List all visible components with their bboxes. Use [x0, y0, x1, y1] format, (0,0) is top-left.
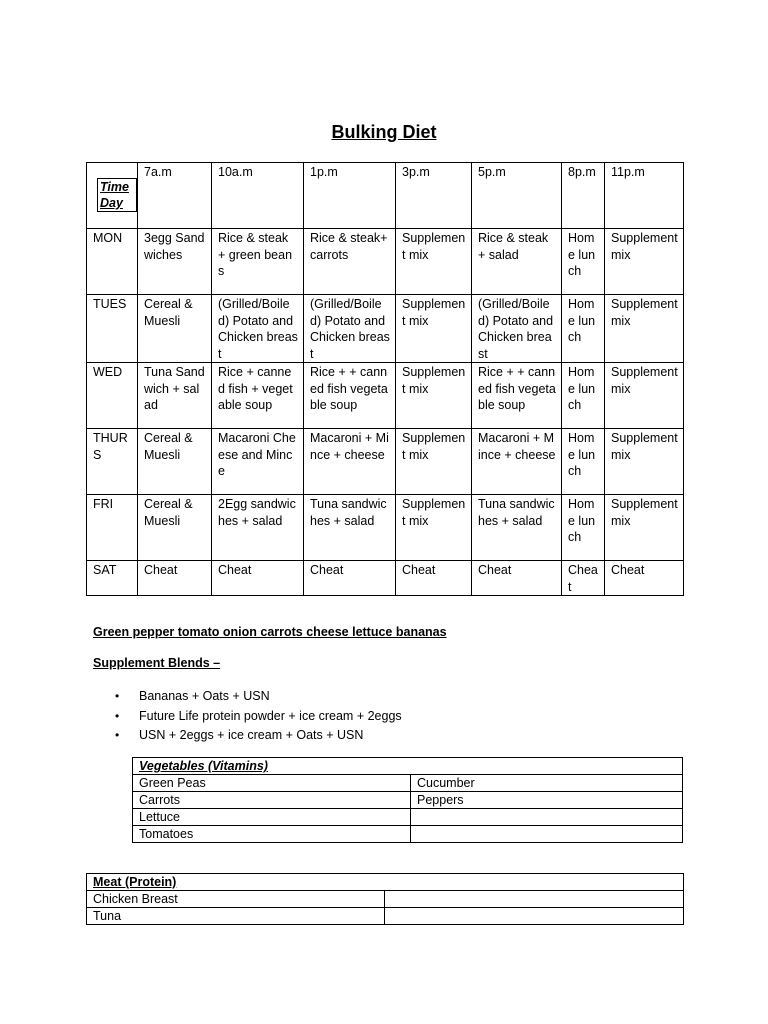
schedule-row-sat [87, 561, 684, 596]
supplement-blends-list [115, 687, 402, 746]
schedule-header-row [87, 163, 684, 229]
meal-cell: Rice & steak + green beans [212, 229, 304, 295]
meal-cell: Cheat [212, 561, 304, 596]
meal-cell: Rice + + canned fish vegetable soup [472, 363, 562, 429]
meal-cell: Cheat [605, 561, 684, 596]
day-label: FRI [87, 495, 138, 561]
meal-cell: Tuna sandwiches + salad [472, 495, 562, 561]
day-label: MON [87, 229, 138, 295]
time-header: 11p.m [605, 163, 684, 229]
time-header: 10a.m [212, 163, 304, 229]
schedule-row-thurs [87, 429, 684, 495]
bullet-icon: • [115, 728, 120, 742]
blend-text: Future Life protein powder + ice cream + 2eggs [139, 708, 402, 723]
table-row [133, 775, 683, 792]
vegetable-cell [411, 826, 683, 843]
time-header: 7a.m [138, 163, 212, 229]
meal-cell: Tuna Sandwich + salad [138, 363, 212, 429]
meal-cell: Cheat [472, 561, 562, 596]
page-title [0, 122, 768, 143]
bullet-icon: • [115, 708, 120, 723]
meal-cell: Rice & steak + salad [472, 229, 562, 295]
meal-cell: Supplement mix [396, 229, 472, 295]
day-label: WED [87, 363, 138, 429]
vegetable-cell: Tomatoes [133, 826, 411, 843]
meal-cell: Home lunch [562, 429, 605, 495]
meal-cell: 2Egg sandwiches + salad [212, 495, 304, 561]
meal-cell: Cereal & Muesli [138, 429, 212, 495]
meal-cell: Macaroni + Mince + cheese [304, 429, 396, 495]
vegetables-heading-row [133, 758, 683, 775]
meal-cell: Supplement mix [396, 363, 472, 429]
day-label: THURS [87, 429, 138, 495]
meat-cell [385, 908, 684, 925]
meat-table [86, 873, 684, 925]
meal-cell: Supplement mix [605, 229, 684, 295]
supplement-blends-heading: Supplement Blends – [93, 656, 221, 670]
table-row [87, 908, 684, 925]
meal-cell: Supplement mix [605, 429, 684, 495]
list-item [115, 687, 402, 707]
meal-cell: Cheat [304, 561, 396, 596]
meal-cell: Supplement mix [605, 295, 684, 363]
vegetable-cell: Peppers [411, 792, 683, 809]
vegetable-cell: Carrots [133, 792, 411, 809]
page-title-text: Bulking Diet [331, 122, 437, 142]
blend-text: Bananas + Oats + USN [139, 689, 270, 703]
vegetable-cell: Lettuce [133, 809, 411, 826]
schedule-row-fri [87, 495, 684, 561]
meal-cell: Home lunch [562, 295, 605, 363]
meal-cell: Home lunch [562, 363, 605, 429]
vegetable-cell: Cucumber [411, 775, 683, 792]
meal-cell: 3egg Sandwiches [138, 229, 212, 295]
meat-cell: Chicken Breast [87, 891, 385, 908]
meal-cell: (Grilled/Boiled) Potato and Chicken breast [304, 295, 396, 363]
time-header: 3p.m [396, 163, 472, 229]
meal-cell: Supplement mix [605, 363, 684, 429]
vegetables-heading: Vegetables (Vitamins) [133, 758, 683, 775]
meal-cell: Rice + + canned fish vegetable soup [304, 363, 396, 429]
meal-cell: Supplement mix [605, 495, 684, 561]
meat-cell [385, 891, 684, 908]
meal-cell: (Grilled/Boiled) Potato and Chicken breast [472, 295, 562, 363]
meal-schedule-table [86, 162, 684, 596]
time-header: 8p.m [562, 163, 605, 229]
meal-cell: Cheat [396, 561, 472, 596]
time-header: 1p.m [304, 163, 396, 229]
day-label: SAT [87, 561, 138, 596]
list-item [115, 726, 402, 746]
vegetables-table [132, 757, 683, 843]
vegetable-cell: Green Peas [133, 775, 411, 792]
schedule-row-wed [87, 363, 684, 429]
table-row [133, 792, 683, 809]
time-header: 5p.m [472, 163, 562, 229]
day-label: TUES [87, 295, 138, 363]
table-row [133, 826, 683, 843]
bullet-icon: • [115, 689, 120, 703]
table-row [87, 891, 684, 908]
meal-cell: Home lunch [562, 495, 605, 561]
blend-text: USN + 2eggs + ice cream + Oats + USN [139, 728, 364, 742]
meal-cell: Rice & steak+ carrots [304, 229, 396, 295]
meal-cell: Rice + canned fish + vegetable soup [212, 363, 304, 429]
meal-cell: Tuna sandwiches + salad [304, 495, 396, 561]
meal-cell: Cheat [138, 561, 212, 596]
meat-cell: Tuna [87, 908, 385, 925]
meat-heading-row [87, 874, 684, 891]
meal-cell: Supplement mix [396, 495, 472, 561]
meal-cell: Home lunch [562, 229, 605, 295]
list-item [115, 707, 402, 727]
meal-cell: Cereal & Muesli [138, 295, 212, 363]
vegetable-cell [411, 809, 683, 826]
time-day-label: Time Day [97, 178, 137, 212]
table-row [133, 809, 683, 826]
meal-cell: Macaroni + Mince + cheese [472, 429, 562, 495]
corner-cell [87, 163, 138, 229]
meal-cell: Supplement mix [396, 295, 472, 363]
produce-list: Green pepper tomato onion carrots cheese lettuce bananas [93, 625, 447, 639]
schedule-row-tues [87, 295, 684, 363]
meat-heading: Meat (Protein) [87, 874, 684, 891]
meal-cell: Cheat [562, 561, 605, 596]
meal-cell: Supplement mix [396, 429, 472, 495]
meal-cell: (Grilled/Boiled) Potato and Chicken breast [212, 295, 304, 363]
schedule-row-mon [87, 229, 684, 295]
meal-cell: Macaroni Cheese and Mince [212, 429, 304, 495]
meal-cell: Cereal & Muesli [138, 495, 212, 561]
